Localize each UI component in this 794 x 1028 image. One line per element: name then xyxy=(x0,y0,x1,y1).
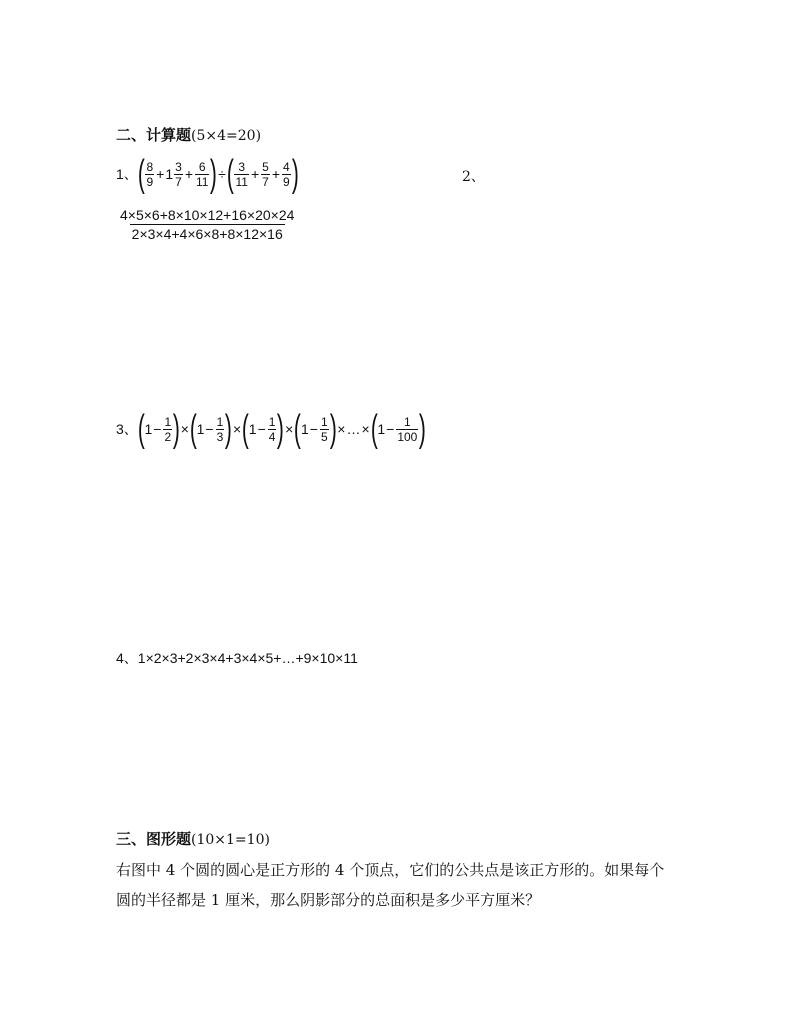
big-fraction xyxy=(118,206,296,243)
section-2-score: (5×4=20) xyxy=(191,128,262,144)
fraction: $\frac{4}{9}$ xyxy=(283,159,290,189)
fraction: $\frac{1}{5}$ xyxy=(320,414,328,444)
problem-4 xyxy=(116,648,358,668)
mixed-whole: 1 xyxy=(165,166,174,182)
section-3-question xyxy=(116,855,696,915)
problem-2-denominator: 2×3×4+4×6×8+8×12×16 xyxy=(131,226,283,242)
problem-2-number: 2、 xyxy=(462,169,485,185)
problem-1-number: 1、 xyxy=(116,166,138,182)
problem-4-number: 4、 xyxy=(116,650,138,666)
fraction: $\frac{1}{4}$ xyxy=(268,414,276,444)
fraction: $\frac{5}{7}$ xyxy=(262,159,269,189)
section-3-heading xyxy=(116,828,270,849)
problem-3: 3、 ( 1 − $\frac{1}{2}$ ) × ( 1 − $\frac{1}{3}$ ) × ( 1 − $\frac{1}{4}$ ) × ( 1 − $\frac{1}{5}$ ) × … × ( 1 − $\frac{1}{100}$ ) xyxy=(116,408,427,450)
problem-4-expression: 1×2×3+2×3×4+3×4×5+…+9×10×11 xyxy=(137,650,358,666)
section-3-score: (10×1=10) xyxy=(191,832,270,848)
section-2-heading xyxy=(116,124,261,145)
fraction: $\frac{8}{9}$ xyxy=(146,159,154,189)
fraction: $\frac{6}{11}$ xyxy=(196,159,209,189)
left-paren: ( xyxy=(137,153,145,195)
ellipsis: … xyxy=(346,421,361,437)
problem-2-numerator: 4×5×6+8×10×12+16×20×24 xyxy=(120,207,295,223)
fraction: $\frac{1}{100}$ xyxy=(397,414,418,444)
fraction: $\frac{3}{11}$ xyxy=(235,159,248,189)
right-paren: ) xyxy=(210,153,218,195)
question-line-1: 右图中 4 个圆的圆心是正方形的 4 个顶点，它们的公共点是该正方形的。如果每个 xyxy=(116,861,665,879)
section-3-title: 三、图形题 xyxy=(116,830,192,848)
fraction: $\frac{1}{3}$ xyxy=(216,414,224,444)
section-2-title: 二、计算题 xyxy=(116,126,192,144)
left-paren: ( xyxy=(226,153,234,195)
problem-2 xyxy=(118,206,296,243)
fraction: $\frac{3}{7}$ xyxy=(175,159,182,189)
problem-1: 1、 ( $\frac{8}{9}$ + 1 $\frac{3}{7}$ + $\frac{6}{11}$ ) ÷ ( $\frac{3}{11}$ + $\frac{5}{7}$ + $\frac{4}{9}$ ) xyxy=(116,153,299,195)
fraction: $\frac{1}{2}$ xyxy=(164,414,172,444)
problem-3-number: 3、 xyxy=(116,421,138,437)
question-line-2: 圆的半径都是 1 厘米，那么阴影部分的总面积是多少平方厘米？ xyxy=(116,891,541,909)
right-paren: ) xyxy=(291,153,299,195)
